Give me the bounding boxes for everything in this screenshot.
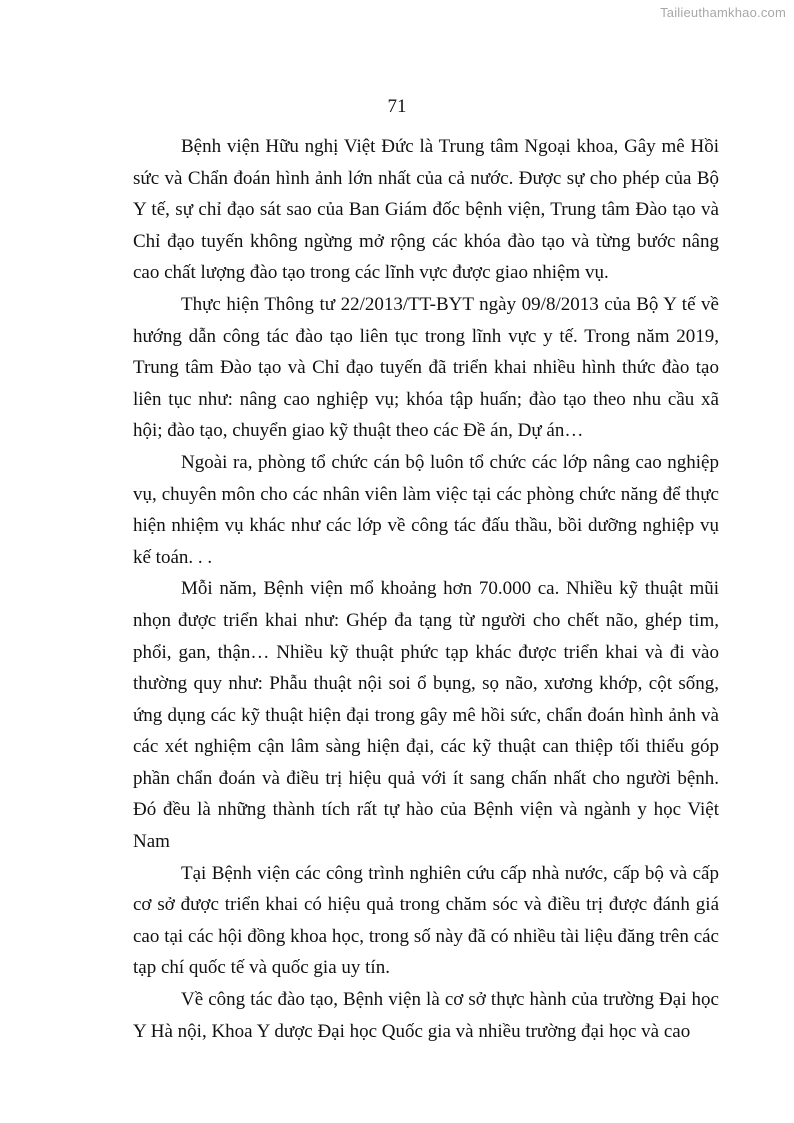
body-text: [133, 131, 719, 1047]
paragraph: Bệnh viện Hữu nghị Việt Đức là Trung tâm Ngoại khoa, Gây mê Hồi sức và Chẩn đoán hình ảnh lớn nhất của cả nước. Được sự cho phép của Bộ Y tế, sự chỉ đạo sát sao của Ban Giám đốc bệnh viện, Trung tâm Đào tạo và Chỉ đạo tuyến không ngừng mở rộng các khóa đào tạo và từng bước nâng cao chất lượng đào tạo trong các lĩnh vực được giao nhiệm vụ.: [133, 136, 719, 284]
paragraph: Ngoài ra, phòng tổ chức cán bộ luôn tổ chức các lớp nâng cao nghiệp vụ, chuyên môn cho các nhân viên làm việc tại các phòng chức năng để thực hiện nhiệm vụ khác như các lớp về công tác đấu thầu, bồi dưỡng nghiệp vụ kế toán. . .: [133, 451, 719, 568]
paragraph: Thực hiện Thông tư 22/2013/TT-BYT ngày 09/8/2013 của Bộ Y tế về hướng dẫn công tác đào tạo liên tục trong lĩnh vực y tế. Trong năm 2019, Trung tâm Đào tạo và Chỉ đạo tuyến đã triển khai nhiều hình thức đào tạo liên tục như: nâng cao nghiệp vụ; khóa tập huấn; đào tạo theo nhu cầu xã hội; đào tạo, chuyển giao kỹ thuật theo các Đề án, Dự án…: [133, 293, 719, 442]
paragraph: Mỗi năm, Bệnh viện mổ khoảng hơn 70.000 ca. Nhiều kỹ thuật mũi nhọn được triển khai như: Ghép đa tạng từ người cho chết não, ghép tim, phổi, gan, thận… Nhiều kỹ thuật phức tạp khác được triển khai và đi vào thường quy như: Phẫu thuật nội soi ổ bụng, sọ não, xương khớp, cột sống, ứng dụng các kỹ thuật hiện đại trong gây mê hồi sức, chẩn đoán hình ảnh và các xét nghiệm cận lâm sàng hiện đại, các kỹ thuật can thiệp tối thiểu góp phần chẩn đoán và điều trị hiệu quả với ít sang chấn nhất cho người bệnh. Đó đều là những thành tích rất tự hào của Bệnh viện và ngành y học Việt Nam: [133, 578, 719, 853]
watermark: Tailieuthamkhao.com: [660, 5, 786, 20]
paragraph: Về công tác đào tạo, Bệnh viện là cơ sở thực hành của trường Đại học Y Hà nội, Khoa Y dược Đại học Quốc gia và nhiều trường đại học và cao: [133, 989, 719, 1042]
page-number: 71: [387, 96, 407, 117]
paragraph: Tại Bệnh viện các công trình nghiên cứu cấp nhà nước, cấp bộ và cấp cơ sở được triển khai có hiệu quả trong chăm sóc và điều trị được đánh giá cao tại các hội đồng khoa học, trong số này đã có nhiều tài liệu đăng trên các tạp chí quốc tế và quốc gia uy tín.: [133, 862, 719, 979]
